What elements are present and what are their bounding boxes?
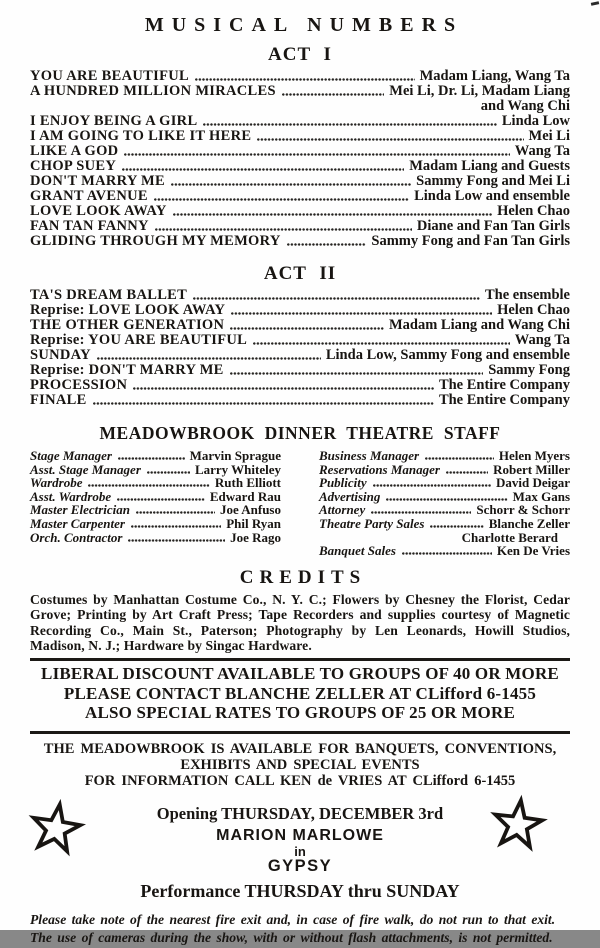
staff-name: Joe Rago <box>230 529 281 545</box>
song-row <box>30 234 570 249</box>
dot-leader <box>231 312 492 315</box>
dot-leader <box>147 471 190 474</box>
song-title: I ENJOY BEING A GIRL <box>30 113 198 129</box>
staff-row <box>319 517 570 531</box>
song-row <box>30 393 570 408</box>
dot-leader <box>128 539 225 542</box>
dot-leader <box>173 213 492 216</box>
song-row <box>30 303 570 318</box>
dot-leader <box>446 471 488 474</box>
song-title: LOVE LOOK AWAY <box>30 203 167 219</box>
credits-heading: CREDITS <box>239 566 367 588</box>
staff-heading: MEADOWBROOK DINNER THEATRE STAFF <box>99 423 501 443</box>
song-row <box>30 69 570 84</box>
dot-leader <box>386 498 507 501</box>
staff-name: Marvin Sprague <box>189 448 281 463</box>
song-performers: Mei Li, Dr. Li, Madam Liang <box>389 83 570 99</box>
song-row <box>30 378 570 393</box>
dot-leader <box>195 78 415 81</box>
song-performers: The Entire Company <box>438 392 570 408</box>
song-performers: Sammy Fong and Mei Li <box>416 173 570 189</box>
song-performers: Linda Low <box>501 113 570 129</box>
song-title: Reprise: YOU ARE BEAUTIFUL <box>30 332 248 348</box>
staff-row <box>319 463 570 477</box>
performance-days-line: Performance THURSDAY thru SUNDAY <box>140 880 460 901</box>
dot-leader <box>230 327 384 330</box>
staff-row <box>319 503 570 517</box>
song-performers: Sammy Fong <box>488 362 570 378</box>
staff-columns <box>30 449 570 558</box>
credits-section <box>30 567 570 654</box>
staff-role: Stage Manager <box>30 448 112 463</box>
staff-name: Joe Anfuso <box>219 502 281 518</box>
song-title: YOU ARE BEAUTIFUL <box>30 68 189 84</box>
dot-leader <box>287 243 367 246</box>
staff-column-right <box>319 449 570 558</box>
song-performers: The ensemble <box>485 287 570 303</box>
dot-leader <box>373 484 491 487</box>
in-word: in <box>294 843 306 859</box>
dot-leader <box>118 457 185 460</box>
dot-leader <box>230 372 484 375</box>
dot-leader <box>371 511 471 514</box>
notice-line: The use of cameras during the show, with or without flash attachments, is not permitted. <box>30 930 553 946</box>
song-row <box>30 333 570 348</box>
staff-role: Master Carpenter <box>30 515 125 531</box>
dot-leader <box>154 198 409 201</box>
staff-role: Banquet Sales <box>319 543 396 559</box>
notice-line: THE MEADOWBROOK IS AVAILABLE FOR BANQUETS, CONVENTIONS, <box>43 740 557 757</box>
staff-name: Blanche Zeller <box>488 515 570 531</box>
coming-attraction-section <box>30 804 570 902</box>
song-row <box>30 129 570 144</box>
credits-text: Costumes by Manhattan Costume Co., N. Y. C.; Flowers by Chesney the Florist, Cedar Grove; Printing by Art Craft Press; Tape Recorders and supplies courtesy of Magnetic Recording Co., Main St., Paterson; Photography by Len Leonards, Howill Studios, Madison, N. J.; Hardware by Singac Hardware. <box>30 591 570 653</box>
dot-leader <box>402 552 492 555</box>
staff-role: Attorney <box>319 502 366 518</box>
notice-line: EXHIBITS AND SPECIAL EVENTS <box>180 756 420 773</box>
staff-row <box>30 517 281 531</box>
staff-row <box>30 490 281 504</box>
staff-role: Wardrobe <box>30 475 83 491</box>
song-title: I AM GOING TO LIKE IT HERE <box>30 128 252 144</box>
banquet-notice <box>30 734 570 789</box>
staff-row <box>319 449 570 463</box>
staff-name: David Deigar <box>495 475 570 491</box>
page-title: MUSICAL NUMBERS <box>144 14 464 36</box>
dot-leader <box>203 123 496 126</box>
song-row <box>30 318 570 333</box>
song-title: Reprise: DON'T MARRY ME <box>30 362 224 378</box>
song-performers: Linda Low, Sammy Fong and ensemble <box>325 347 570 363</box>
staff-role: Asst. Wardrobe <box>30 488 112 504</box>
song-performers: Diane and Fan Tan Girls <box>416 218 570 234</box>
staff-row <box>30 503 281 517</box>
act-1-heading: ACT I <box>268 44 332 65</box>
staff-role: Orch. Contractor <box>30 529 123 545</box>
staff-name: Edward Rau <box>209 488 281 504</box>
song-title: DON'T MARRY ME <box>30 173 165 189</box>
song-performers: Sammy Fong and Fan Tan Girls <box>371 233 570 249</box>
dot-leader <box>131 525 221 528</box>
dot-leader <box>117 498 205 501</box>
song-title: GLIDING THROUGH MY MEMORY <box>30 233 281 249</box>
song-performers: Madam Liang and Guests <box>409 158 570 174</box>
song-title: LIKE A GOD <box>30 143 119 159</box>
act-1-section <box>30 44 570 249</box>
staff-name: Helen Myers <box>498 448 570 463</box>
staff-role: Advertising <box>319 488 381 504</box>
staff-name: Max Gans <box>512 488 570 504</box>
staff-name: Ruth Elliott <box>214 475 281 491</box>
song-title: FINALE <box>30 392 87 408</box>
staff-section <box>30 423 570 558</box>
continuation-line: and Wang Chi <box>480 98 570 114</box>
staff-name: Robert Miller <box>493 461 570 477</box>
star-outline-icon <box>488 792 549 856</box>
act-2-heading: ACT II <box>263 263 337 284</box>
act-2-song-list <box>30 288 570 408</box>
staff-column-left <box>30 449 281 558</box>
song-performers: Madam Liang, Wang Ta <box>419 68 570 84</box>
upcoming-show-title: GYPSY <box>267 856 333 875</box>
notice-line: Please take note of the nearest fire exit and, in case of fire walk, do not run to that exit. <box>30 911 556 927</box>
song-title: THE OTHER GENERATION <box>30 317 225 333</box>
dot-leader <box>97 357 321 360</box>
song-row <box>30 288 570 303</box>
staff-row <box>30 476 281 490</box>
continuation-line: Charlotte Berard <box>461 529 558 545</box>
staff-role: Master Electrician <box>30 502 131 518</box>
staff-row <box>30 463 281 477</box>
song-performers: The Entire Company <box>438 377 570 393</box>
staff-row <box>319 476 570 490</box>
song-title: TA'S DREAM BALLET <box>30 287 188 303</box>
staff-row <box>30 531 281 545</box>
dot-leader <box>93 402 434 405</box>
dot-leader <box>430 525 483 528</box>
staff-name: Larry Whiteley <box>194 461 281 477</box>
notice-line: FOR INFORMATION CALL KEN de VRIES AT CLifford 6-1455 <box>84 772 516 789</box>
song-title: Reprise: LOVE LOOK AWAY <box>30 302 226 318</box>
dot-leader <box>136 511 215 514</box>
notice-line: ALSO SPECIAL RATES TO GROUPS OF 25 OR MORE <box>84 703 515 723</box>
song-row <box>30 159 570 174</box>
staff-row <box>30 449 281 463</box>
staff-role: Asst. Stage Manager <box>30 461 141 477</box>
staff-role: Reservations Manager <box>319 461 440 477</box>
song-row <box>30 144 570 159</box>
dot-leader <box>124 153 509 156</box>
staff-role: Publicity <box>319 475 367 491</box>
song-performers: Helen Chao <box>497 302 570 318</box>
dot-leader <box>171 183 411 186</box>
notice-line: PLEASE CONTACT BLANCHE ZELLER AT CLifford 6-1455 <box>63 683 537 703</box>
song-title: PROCESSION <box>30 377 128 393</box>
staff-row <box>319 544 570 558</box>
act-1-song-list <box>30 69 570 249</box>
staff-name: Phil Ryan <box>226 515 281 531</box>
dot-leader <box>193 297 480 300</box>
staff-role: Business Manager <box>319 448 420 463</box>
song-row <box>30 219 570 234</box>
song-title: FAN TAN FANNY <box>30 218 149 234</box>
song-performers: Linda Low and ensemble <box>414 188 570 204</box>
song-performers: Wang Ta <box>514 143 570 159</box>
song-row <box>30 348 570 363</box>
staff-name: Schorr & Schorr <box>476 502 570 518</box>
star-outline-icon <box>25 795 87 861</box>
song-row <box>30 363 570 378</box>
song-performers: Madam Liang and Wang Chi <box>388 317 570 333</box>
dot-leader <box>88 484 209 487</box>
star-performer-name: MARION MARLOWE <box>216 826 384 844</box>
notice-line: LIBERAL DISCOUNT AVAILABLE TO GROUPS OF 40 OR MORE <box>41 664 559 684</box>
song-performers: Wang Ta <box>514 332 570 348</box>
dot-leader <box>155 228 412 231</box>
dot-leader <box>425 457 494 460</box>
staff-role: Theatre Party Sales <box>319 515 425 531</box>
song-title: GRANT AVENUE <box>30 188 148 204</box>
song-title: A HUNDRED MILLION MIRACLES <box>30 83 276 99</box>
song-title: SUNDAY <box>30 347 91 363</box>
song-performers: Mei Li <box>528 128 570 144</box>
song-row <box>30 204 570 219</box>
dot-leader <box>257 138 523 141</box>
opening-date-line: Opening THURSDAY, DECEMBER 3rd <box>156 803 444 823</box>
dot-leader <box>133 387 434 390</box>
song-row <box>30 114 570 129</box>
act-2-section <box>30 263 570 408</box>
staff-name: Ken De Vries <box>496 543 570 559</box>
dot-leader <box>253 342 510 345</box>
song-row <box>30 174 570 189</box>
dot-leader <box>282 93 384 96</box>
dot-leader <box>122 168 404 171</box>
group-discount-notice <box>30 661 570 727</box>
fire-exit-notice <box>30 911 570 948</box>
song-performers: Helen Chao <box>497 203 570 219</box>
staff-row <box>319 490 570 504</box>
song-row <box>30 189 570 204</box>
song-row <box>30 84 570 99</box>
song-title: CHOP SUEY <box>30 158 117 174</box>
print-artifact <box>591 1 599 6</box>
